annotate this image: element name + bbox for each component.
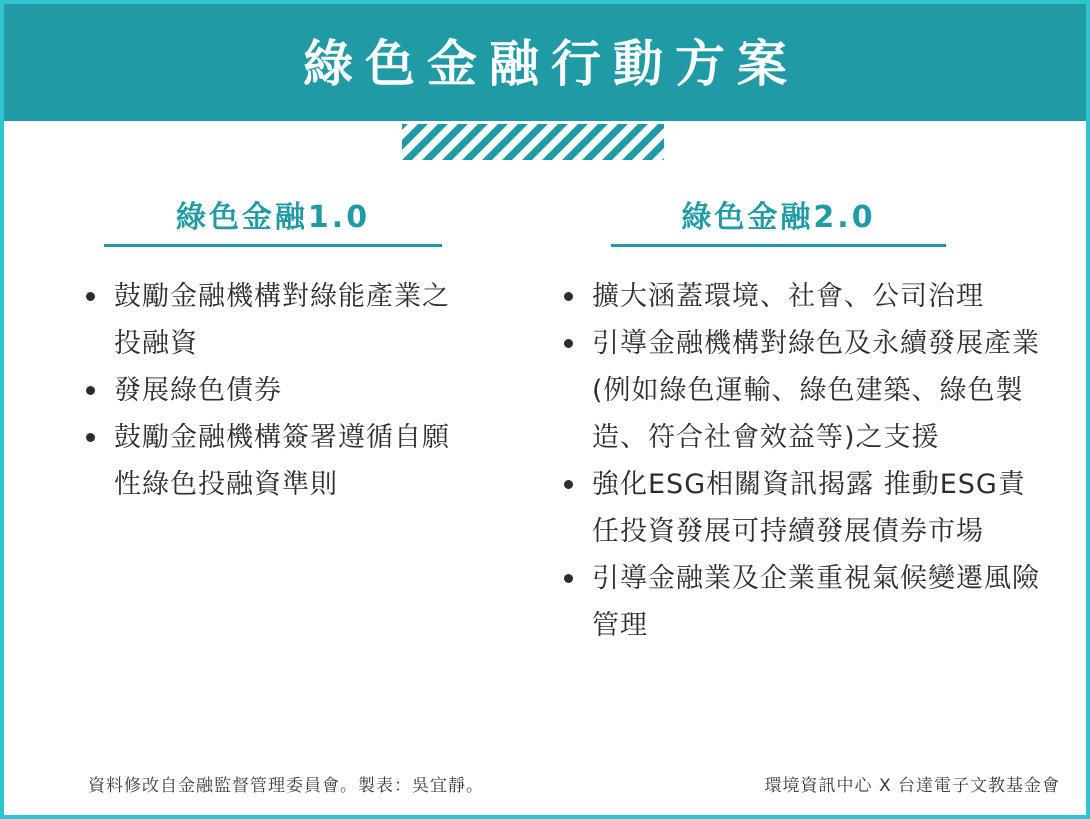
bullet-dot-icon — [86, 433, 95, 442]
bullet-list — [564, 273, 1064, 649]
list-item-text: 引導金融業及企業重視氣候變遷風險管理 — [592, 563, 1040, 641]
list-item-text: 發展綠色債券 — [114, 375, 282, 406]
list-item — [86, 414, 454, 508]
bullet-dot-icon — [564, 480, 573, 489]
bullet-dot-icon — [564, 574, 573, 583]
diagonal-stripes-decoration — [402, 124, 664, 160]
column-heading: 綠色金融1.0 — [175, 200, 371, 235]
source-note: 資料修改自金融監督管理委員會。製表：吳宜靜。 — [88, 776, 484, 796]
list-item — [564, 273, 1052, 320]
column-green-finance-1 — [104, 194, 504, 508]
heading-underline — [104, 244, 442, 247]
column-heading: 綠色金融2.0 — [681, 200, 876, 235]
bullet-dot-icon — [86, 292, 95, 301]
heading-underline — [611, 244, 946, 247]
list-item-text: 鼓勵金融機構對綠能產業之投融資 — [114, 281, 450, 359]
list-item — [564, 320, 1052, 461]
page-title: 綠色金融行動方案 — [303, 34, 799, 93]
column-green-finance-2 — [564, 194, 1064, 649]
credit-note: 環境資訊中心 X 台達電子文教基金會 — [764, 776, 1060, 796]
list-item-text: 鼓勵金融機構簽署遵循自願性綠色投融資準則 — [114, 422, 450, 500]
list-item — [564, 461, 1052, 555]
bullet-dot-icon — [86, 386, 95, 395]
list-item — [86, 367, 454, 414]
list-item — [86, 273, 454, 367]
list-item — [564, 555, 1052, 649]
list-item-text: 擴大涵蓋環境、社會、公司治理 — [592, 281, 984, 312]
header-banner — [4, 4, 1086, 121]
bullet-dot-icon — [564, 292, 573, 301]
list-item-text: 強化ESG相關資訊揭露 推動ESG責任投資發展可持續發展債券市場 — [592, 469, 1026, 547]
bullet-dot-icon — [564, 339, 573, 348]
bullet-list — [86, 273, 504, 508]
list-item-text: 引導金融機構對綠色及永續發展產業(例如綠色運輸、綠色建築、綠色製造、符合社會效益等)之支援 — [592, 328, 1040, 453]
